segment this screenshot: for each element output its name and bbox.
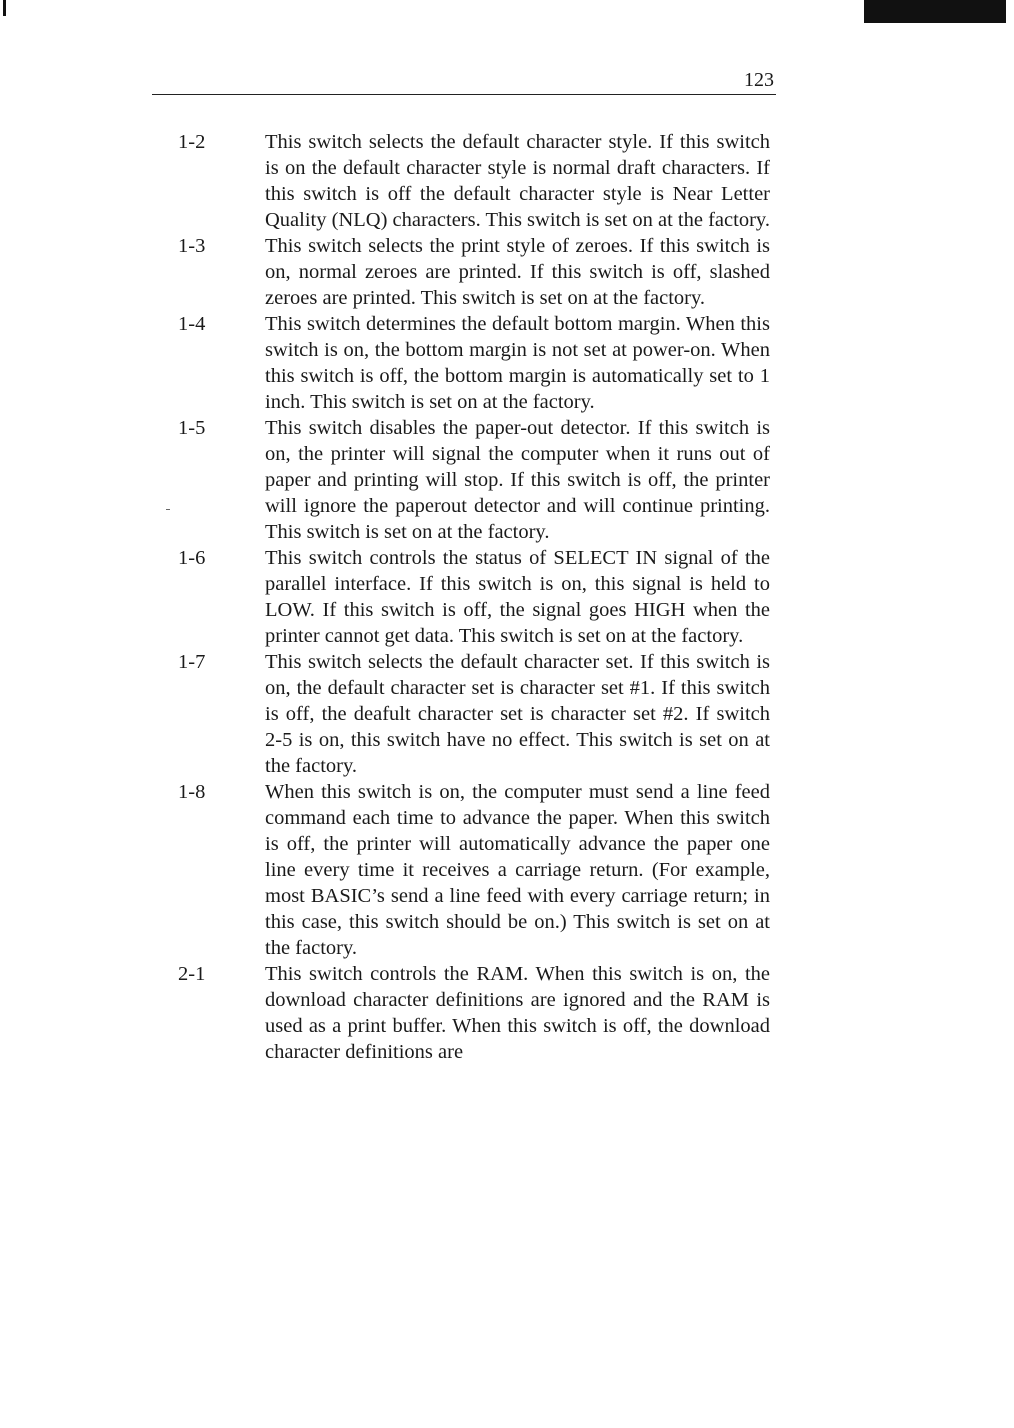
entry-1-2 [0,129,1014,233]
switch-description: This switch determines the default bottom margin. When this switch is on, the bottom margin is not set at power-on. When this switch is off, the bottom margin is automatically set to 1 inch. This switch is set on at the factory. [265,313,770,413]
switch-description: When this switch is on, the computer must send a line feed command each time to advance the paper. When this switch is off, the printer will automatically advance the paper one line every time it receives a carriage return. (For example, most BASIC’s send a line feed with every carriage return; in this case, this switch should be on.) This switch is set on at the factory. [265,781,770,959]
switch-description: This switch controls the RAM. When this switch is on, the download character definitions are ignored and the RAM is used as a print buffer. When this switch is off, the download character definitions are [265,963,770,1063]
entry-1-6 [0,545,1014,649]
switch-number: 1-3 [178,235,206,257]
switch-description: This switch selects the default character style. If this switch is on the default character style is normal draft characters. If this switch is off the default character style is Near Letter Quality (NLQ) characters. This switch is set on at the factory. [265,131,770,231]
entry-1-8 [0,779,1014,961]
entry-1-4 [0,311,1014,415]
switch-description: This switch controls the status of SELECT IN signal of the parallel interface. If this switch is on, this signal is held to LOW. If this switch is off, the signal goes HIGH when the printer cannot get data. This switch is set on at the factory. [265,547,770,647]
switch-number: 1-4 [178,313,206,335]
scan-edge-tab [864,0,1006,23]
entry-2-1 [0,961,1014,1065]
switch-number: 1-8 [178,781,206,803]
switch-descriptions [0,129,1014,1065]
switch-description: This switch disables the paper-out detector. If this switch is on, the printer will signal the computer when it runs out of paper and printing will stop. If this switch is off, the printer will ignore the paperout detector and will continue printing. This switch is set on at the factory. [265,417,770,543]
switch-number: 1-7 [178,651,206,673]
switch-number: 1-2 [178,131,206,153]
page-number: 123 [744,69,774,91]
scan-mark [3,0,6,16]
switch-number: 1-5 [178,417,206,439]
switch-number: 2-1 [178,963,206,985]
entry-1-7 [0,649,1014,779]
switch-description: This switch selects the default character set. If this switch is on, the default character set is character set #1. If this switch is off, the deafult character set is character set #2. If switch 2-5 is on, this switch have no effect. This switch is set on at the factory. [265,651,770,777]
entry-1-3 [0,233,1014,311]
switch-number: 1-6 [178,547,206,569]
header-rule [152,94,776,95]
entry-1-5 [0,415,1014,545]
switch-description: This switch selects the print style of zeroes. If this switch is on, normal zeroes are printed. If this switch is off, slashed zeroes are printed. This switch is set on at the factory. [265,235,770,309]
